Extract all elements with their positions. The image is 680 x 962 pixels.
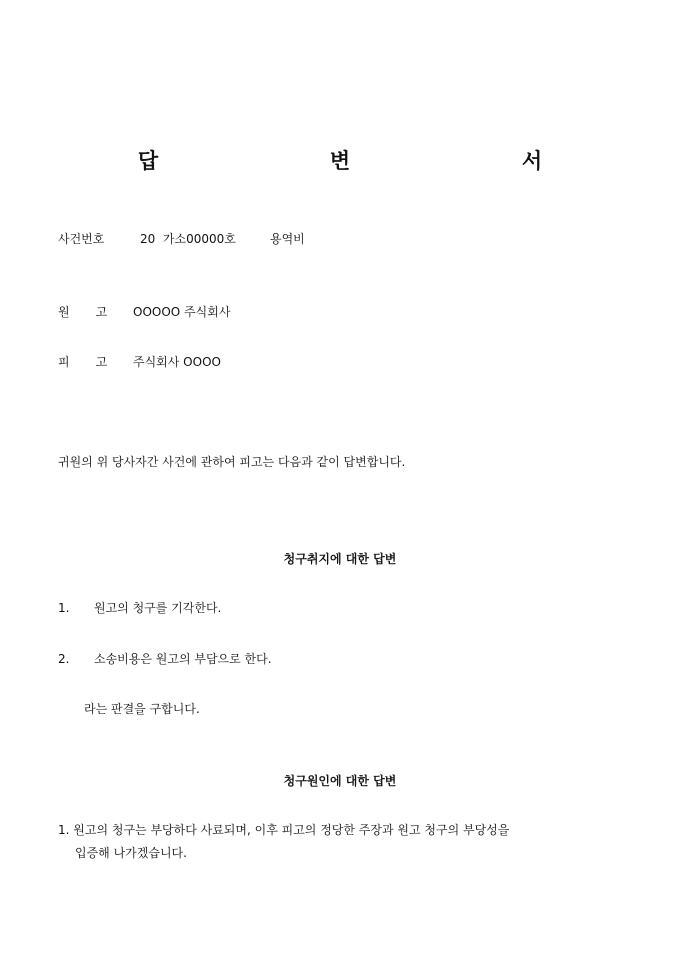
case-number: 20 가소00000호	[140, 232, 236, 246]
cause-line-1: 1. 원고의 청구는 부당하다 사료되며, 이후 피고의 정당한 주장과 원고 청구의 부당성을	[58, 823, 510, 837]
plaintiff-name: OOOOO 주식회사	[133, 305, 231, 319]
title-char-1: 답	[137, 148, 159, 173]
case-label: 사건번호	[58, 232, 105, 246]
defendant-label	[58, 354, 133, 370]
cause-paragraph	[58, 819, 628, 865]
defendant-name: 주식회사 OOOO	[133, 355, 221, 369]
intro-text: 귀원의 위 당사자간 사건에 관하여 피고는 다음과 같이 답변합니다.	[58, 455, 406, 469]
section-heading-claim: 청구취지에 대한 답변	[283, 552, 397, 566]
case-name: 용역비	[270, 232, 305, 246]
plaintiff-label-char-2: 고	[95, 305, 108, 319]
plaintiff-line	[58, 304, 230, 320]
list-item-text: 원고의 청구를 기각한다.	[94, 601, 222, 615]
title-char-2: 변	[329, 148, 351, 173]
plaintiff-label	[58, 304, 133, 320]
judgment-request: 라는 판결을 구합니다.	[84, 702, 200, 716]
plaintiff-label-char-1: 원	[58, 305, 70, 319]
list-item	[58, 600, 221, 616]
cause-line-2: 입증해 나가겠습니다.	[75, 846, 187, 860]
defendant-label-char-1: 피	[58, 355, 70, 369]
list-item-number: 1.	[58, 601, 70, 615]
document-title	[0, 146, 680, 176]
list-item-text: 소송비용은 원고의 부담으로 한다.	[94, 652, 272, 666]
section-heading-cause: 청구원인에 대한 답변	[283, 774, 397, 788]
case-info	[58, 231, 305, 247]
defendant-line	[58, 354, 221, 370]
title-char-3: 서	[521, 148, 543, 173]
defendant-label-char-2: 고	[95, 355, 108, 369]
list-item	[58, 651, 272, 667]
list-item-number: 2.	[58, 652, 70, 666]
